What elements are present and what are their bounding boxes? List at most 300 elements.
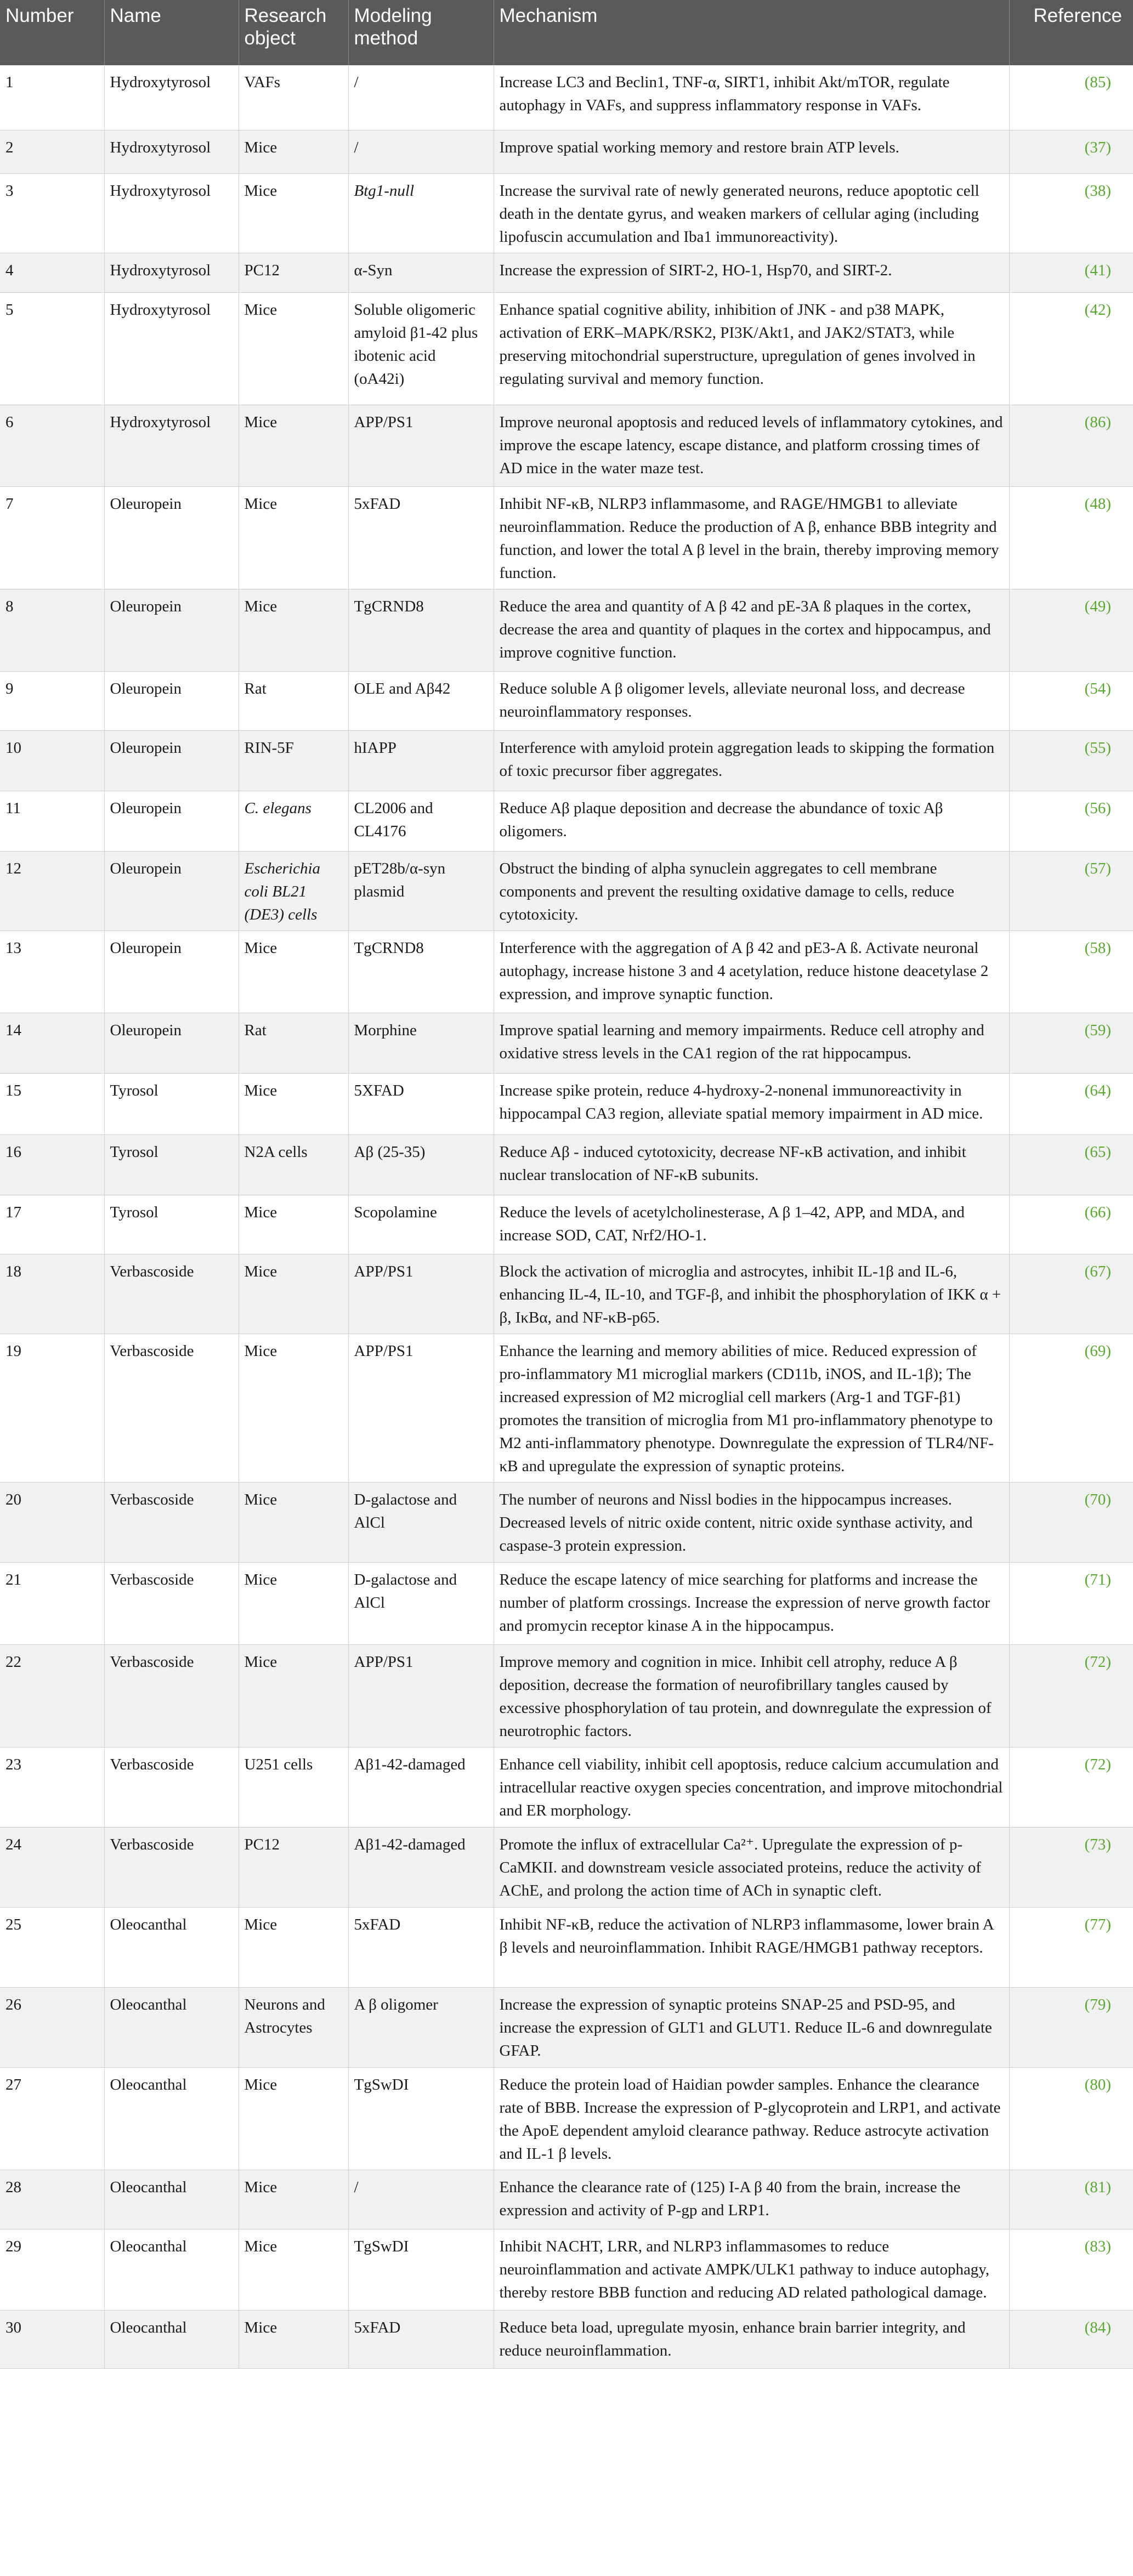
cell-number: 21	[0, 1562, 104, 1644]
reference-link[interactable]: 56	[1090, 799, 1106, 817]
cell-reference	[1009, 1334, 1133, 1482]
reference-paren: )	[1106, 413, 1111, 431]
cell-name: Oleuropein	[104, 791, 239, 851]
cell-reference	[1009, 1195, 1133, 1254]
reference-paren: (	[1084, 1755, 1090, 1773]
cell-name: Verbascoside	[104, 1482, 239, 1562]
cell-number: 13	[0, 930, 104, 1013]
reference-paren: (	[1084, 181, 1090, 200]
cell-reference	[1009, 1644, 1133, 1747]
reference-paren: )	[1106, 799, 1111, 817]
cell-reference	[1009, 930, 1133, 1013]
cell-name: Tyrosol	[104, 1134, 239, 1195]
reference-paren: (	[1084, 739, 1090, 757]
cell-mechanism: Reduce Aβ plaque deposition and decrease the abundance of toxic Aβ oligomers.	[494, 791, 1009, 851]
cell-mechanism: Increase the expression of synaptic proteins SNAP-25 and PSD-95, and increase the expression of GLT1 and GLUT1. Reduce IL-6 and downregulate GFAP.	[494, 1987, 1009, 2067]
table-row	[0, 2310, 1133, 2368]
reference-paren: (	[1084, 2075, 1090, 2093]
reference-link[interactable]: 85	[1090, 73, 1106, 91]
cell-modeling-method: TgCRND8	[348, 589, 494, 671]
table-body	[0, 65, 1133, 2368]
cell-mechanism: Improve spatial learning and memory impairments. Reduce cell atrophy and oxidative stress levels in the CA1 region of the rat hippocampus.	[494, 1013, 1009, 1073]
reference-paren: )	[1106, 1203, 1111, 1221]
reference-paren: )	[1106, 300, 1111, 319]
cell-research-object: Mice	[239, 1254, 348, 1334]
reference-paren: )	[1106, 1755, 1111, 1773]
reference-paren: (	[1084, 73, 1090, 91]
reference-paren: )	[1106, 181, 1111, 200]
cell-modeling-method: APP/PS1	[348, 1254, 494, 1334]
cell-research-object: Rat	[239, 1013, 348, 1073]
cell-number: 3	[0, 173, 104, 253]
reference-link[interactable]: 49	[1090, 597, 1106, 615]
reference-paren: (	[1084, 1995, 1090, 2013]
cell-reference	[1009, 1254, 1133, 1334]
cell-reference	[1009, 486, 1133, 589]
cell-name: Oleuropein	[104, 486, 239, 589]
cell-modeling-method: α-Syn	[348, 253, 494, 292]
cell-mechanism: Obstruct the binding of alpha synuclein aggregates to cell membrane components and prevent the resulting oxidative damage to cells, reduce cytotoxicity.	[494, 851, 1009, 930]
cell-name: Oleuropein	[104, 930, 239, 1013]
reference-paren: (	[1084, 261, 1090, 279]
cell-modeling-method: TgCRND8	[348, 930, 494, 1013]
cell-research-object: Mice	[239, 1334, 348, 1482]
cell-number: 16	[0, 1134, 104, 1195]
cell-modeling-method: Scopolamine	[348, 1195, 494, 1254]
col-header-number: Number	[0, 0, 104, 65]
table-row	[0, 292, 1133, 405]
cell-number: 14	[0, 1013, 104, 1073]
reference-paren: (	[1084, 300, 1090, 319]
cell-mechanism: Interference with amyloid protein aggregation leads to skipping the formation of toxic precursor fiber aggregates.	[494, 730, 1009, 791]
reference-paren: (	[1084, 1143, 1090, 1161]
cell-name: Hydroxytyrosol	[104, 173, 239, 253]
reference-link[interactable]: 86	[1090, 413, 1106, 431]
cell-research-object: PC12	[239, 1827, 348, 1907]
cell-reference	[1009, 1987, 1133, 2067]
cell-mechanism: Enhance spatial cognitive ability, inhibition of JNK - and p38 MAPK, activation of ERK–MAPK/RSK2, PI3K/Akt1, and JAK2/STAT3, while preserving mitochondrial superstructure, upregulation of genes involved in regulating survival and memory function.	[494, 292, 1009, 405]
table-row	[0, 1644, 1133, 1747]
table-row	[0, 1334, 1133, 1482]
cell-mechanism: Increase spike protein, reduce 4-hydroxy-2-nonenal immunoreactivity in hippocampal CA3 region, alleviate spatial memory impairment in AD mice.	[494, 1073, 1009, 1134]
cell-reference	[1009, 791, 1133, 851]
reference-paren: )	[1106, 1262, 1111, 1280]
cell-number: 22	[0, 1644, 104, 1747]
table-row	[0, 65, 1133, 130]
cell-research-object: C. elegans	[239, 791, 348, 851]
cell-modeling-method: Aβ1-42-damaged	[348, 1827, 494, 1907]
cell-mechanism: The number of neurons and Nissl bodies in the hippocampus increases. Decreased levels of nitric oxide content, nitric oxide synthase activity, and caspase-3 protein expression.	[494, 1482, 1009, 1562]
reference-paren: )	[1106, 1995, 1111, 2013]
header-row	[0, 0, 1133, 65]
reference-paren: (	[1084, 1835, 1090, 1853]
cell-mechanism: Improve spatial working memory and restore brain ATP levels.	[494, 130, 1009, 173]
reference-paren: )	[1106, 859, 1111, 877]
cell-number: 5	[0, 292, 104, 405]
reference-paren: (	[1084, 1081, 1090, 1099]
cell-modeling-method: Morphine	[348, 1013, 494, 1073]
cell-research-object: PC12	[239, 253, 348, 292]
reference-link[interactable]: 72	[1090, 1653, 1106, 1671]
reference-link[interactable]: 72	[1090, 1755, 1106, 1773]
cell-research-object: Mice	[239, 1644, 348, 1747]
cell-mechanism: Inhibit NF-κB, NLRP3 inflammasome, and RAGE/HMGB1 to alleviate neuroinflammation. Reduce the production of A β, enhance BBB integrity and function, and lower the total A β level in the brain, thereby improving memory function.	[494, 486, 1009, 589]
cell-name: Hydroxytyrosol	[104, 405, 239, 486]
cell-mechanism: Reduce the protein load of Haidian powder samples. Enhance the clearance rate of BBB. Increase the expression of P-glycoprotein and LRP1, and activate the ApoE dependent amyloid clearance pathway. Reduce astrocyte activation and IL-1 β levels.	[494, 2067, 1009, 2170]
cell-reference	[1009, 292, 1133, 405]
cell-modeling-method: APP/PS1	[348, 1644, 494, 1747]
reference-link[interactable]: 71	[1090, 1570, 1106, 1588]
cell-research-object: Neurons and Astrocytes	[239, 1987, 348, 2067]
cell-name: Hydroxytyrosol	[104, 292, 239, 405]
cell-reference	[1009, 1482, 1133, 1562]
cell-modeling-method: A β oligomer	[348, 1987, 494, 2067]
cell-reference	[1009, 130, 1133, 173]
cell-mechanism: Reduce beta load, upregulate myosin, enhance brain barrier integrity, and reduce neuroinflammation.	[494, 2310, 1009, 2368]
cell-research-object: Mice	[239, 173, 348, 253]
table-row	[0, 1987, 1133, 2067]
reference-paren: )	[1106, 261, 1111, 279]
reference-paren: )	[1106, 1081, 1111, 1099]
cell-reference	[1009, 1073, 1133, 1134]
reference-paren: (	[1084, 859, 1090, 877]
cell-name: Verbascoside	[104, 1334, 239, 1482]
cell-modeling-method: 5xFAD	[348, 1907, 494, 1987]
cell-name: Oleocanthal	[104, 2229, 239, 2310]
cell-name: Tyrosol	[104, 1195, 239, 1254]
cell-reference	[1009, 2170, 1133, 2229]
cell-number: 8	[0, 589, 104, 671]
cell-number: 1	[0, 65, 104, 130]
cell-number: 19	[0, 1334, 104, 1482]
reference-paren: )	[1106, 73, 1111, 91]
cell-number: 28	[0, 2170, 104, 2229]
table-row	[0, 1907, 1133, 1987]
cell-mechanism: Reduce Aβ - induced cytotoxicity, decrease NF-κB activation, and inhibit nuclear translocation of NF-κB subunits.	[494, 1134, 1009, 1195]
reference-paren: (	[1084, 939, 1090, 957]
reference-link[interactable]: 84	[1090, 2318, 1106, 2336]
reference-paren: (	[1084, 1203, 1090, 1221]
reference-link[interactable]: 77	[1090, 1915, 1106, 1933]
reference-link[interactable]: 59	[1090, 1021, 1106, 1039]
cell-name: Verbascoside	[104, 1644, 239, 1747]
cell-research-object: Mice	[239, 1195, 348, 1254]
cell-mechanism: Enhance cell viability, inhibit cell apoptosis, reduce calcium accumulation and intracellular reactive oxygen species concentration, and improve mitochondrial and ER morphology.	[494, 1747, 1009, 1827]
reference-link[interactable]: 64	[1090, 1081, 1106, 1099]
cell-modeling-method: hIAPP	[348, 730, 494, 791]
cell-mechanism: Reduce soluble A β oligomer levels, alleviate neuronal loss, and decrease neuroinflammatory responses.	[494, 671, 1009, 730]
cell-number: 17	[0, 1195, 104, 1254]
reference-link[interactable]: 37	[1090, 138, 1106, 156]
cell-research-object: Mice	[239, 130, 348, 173]
reference-paren: )	[1106, 739, 1111, 757]
reference-link[interactable]: 65	[1090, 1143, 1106, 1161]
reference-paren: )	[1106, 1570, 1111, 1588]
col-header-reference: Reference	[1033, 5, 1122, 26]
cell-reference	[1009, 65, 1133, 130]
reference-paren: (	[1084, 1490, 1090, 1508]
cell-modeling-method: pET28b/α-syn plasmid	[348, 851, 494, 930]
table-row	[0, 405, 1133, 486]
cell-modeling-method: D-galactose and AlCl	[348, 1482, 494, 1562]
cell-mechanism: Enhance the learning and memory abilities of mice. Reduced expression of pro-inflammatory M1 microglial markers (CD11b, iNOS, and IL-1β); The increased expression of M2 microglial cell markers (Arg-1 and TGF-β1) promotes the transition of microglia from M1 pro-inflammatory phenotype to M2 anti-inflammatory phenotype. Downregulate the expression of TLR4/NF-κB and upregulate the expression of synaptic proteins.	[494, 1334, 1009, 1482]
cell-mechanism: Increase the survival rate of newly generated neurons, reduce apoptotic cell death in the dentate gyrus, and weaken markers of cellular aging (including lipofuscin accumulation and Iba1 immunoreactivity).	[494, 173, 1009, 253]
col-header-mechanism: Mechanism	[494, 0, 1009, 65]
reference-link[interactable]: 38	[1090, 181, 1106, 200]
reference-paren: (	[1084, 138, 1090, 156]
cell-number: 27	[0, 2067, 104, 2170]
cell-reference	[1009, 1562, 1133, 1644]
cell-reference	[1009, 1907, 1133, 1987]
reference-link[interactable]: 70	[1090, 1490, 1106, 1508]
cell-modeling-method: APP/PS1	[348, 1334, 494, 1482]
reference-link[interactable]: 58	[1090, 939, 1106, 957]
reference-paren: )	[1106, 1490, 1111, 1508]
cell-modeling-method: 5xFAD	[348, 486, 494, 589]
cell-reference	[1009, 405, 1133, 486]
reference-paren: (	[1084, 1653, 1090, 1671]
reference-link[interactable]: 66	[1090, 1203, 1106, 1221]
cell-number: 24	[0, 1827, 104, 1907]
cell-modeling-method: D-galactose and AlCl	[348, 1562, 494, 1644]
col-header-research-object: Research object	[239, 0, 348, 65]
cell-modeling-method: TgSwDI	[348, 2229, 494, 2310]
table-row	[0, 791, 1133, 851]
reference-paren: (	[1084, 2178, 1090, 2196]
cell-number: 7	[0, 486, 104, 589]
cell-name: Oleocanthal	[104, 2170, 239, 2229]
reference-link[interactable]: 79	[1090, 1995, 1106, 2013]
cell-research-object: VAFs	[239, 65, 348, 130]
cell-research-object: Escherichia coli BL21 (DE3) cells	[239, 851, 348, 930]
reference-link[interactable]: 54	[1090, 679, 1106, 697]
cell-modeling-method: Aβ1-42-damaged	[348, 1747, 494, 1827]
reference-paren: )	[1106, 2075, 1111, 2093]
reference-paren: (	[1084, 597, 1090, 615]
cell-number: 26	[0, 1987, 104, 2067]
cell-modeling-method: CL2006 and CL4176	[348, 791, 494, 851]
reference-link[interactable]: 48	[1090, 495, 1106, 513]
cell-mechanism: Reduce the escape latency of mice searching for platforms and increase the number of platform crossings. Increase the expression of nerve growth factor and promycin receptor kinase A in the hippocampus.	[494, 1562, 1009, 1644]
cell-modeling-method: /	[348, 130, 494, 173]
reference-paren: (	[1084, 413, 1090, 431]
cell-research-object: Mice	[239, 1907, 348, 1987]
cell-name: Oleuropein	[104, 589, 239, 671]
cell-number: 25	[0, 1907, 104, 1987]
reference-link[interactable]: 67	[1090, 1262, 1106, 1280]
cell-research-object: U251 cells	[239, 1747, 348, 1827]
reference-link[interactable]: 83	[1090, 2237, 1106, 2255]
table-row	[0, 1562, 1133, 1644]
cell-research-object: Mice	[239, 1073, 348, 1134]
cell-research-object: Mice	[239, 2229, 348, 2310]
reference-link[interactable]: 80	[1090, 2075, 1106, 2093]
cell-name: Oleocanthal	[104, 1987, 239, 2067]
table-row	[0, 130, 1133, 173]
cell-research-object: Mice	[239, 405, 348, 486]
cell-reference	[1009, 671, 1133, 730]
reference-link[interactable]: 73	[1090, 1835, 1106, 1853]
cell-research-object: Mice	[239, 2310, 348, 2368]
reference-paren: )	[1106, 1915, 1111, 1933]
reference-paren: (	[1084, 799, 1090, 817]
cell-modeling-method: OLE and Aβ42	[348, 671, 494, 730]
reference-paren: )	[1106, 1342, 1111, 1360]
reference-paren: )	[1106, 138, 1111, 156]
reference-link[interactable]: 41	[1090, 261, 1106, 279]
cell-modeling-method: Soluble oligomeric amyloid β1-42 plus ibotenic acid (oA42i)	[348, 292, 494, 405]
table-row	[0, 253, 1133, 292]
cell-mechanism: Enhance the clearance rate of (125) I-A β 40 from the brain, increase the expression and activity of P-gp and LRP1.	[494, 2170, 1009, 2229]
cell-name: Verbascoside	[104, 1827, 239, 1907]
cell-name: Oleocanthal	[104, 2310, 239, 2368]
reference-paren: (	[1084, 679, 1090, 697]
cell-name: Oleuropein	[104, 851, 239, 930]
cell-research-object: Mice	[239, 2170, 348, 2229]
cell-mechanism: Promote the influx of extracellular Ca²⁺. Upregulate the expression of p-CaMKII. and downstream vesicle associated proteins, reduce the activity of AChE, and prolong the action time of ACh in synaptic cleft.	[494, 1827, 1009, 1907]
cell-mechanism: Increase the expression of SIRT-2, HO-1, Hsp70, and SIRT-2.	[494, 253, 1009, 292]
reference-link[interactable]: 57	[1090, 859, 1106, 877]
cell-research-object: Mice	[239, 292, 348, 405]
cell-number: 10	[0, 730, 104, 791]
cell-research-object: Mice	[239, 1562, 348, 1644]
cell-mechanism: Inhibit NACHT, LRR, and NLRP3 inflammasomes to reduce neuroinflammation and activate AMPK/ULK1 pathway to induce autophagy, thereby restore BBB function and reducing AD related pathological damage.	[494, 2229, 1009, 2310]
reference-paren: )	[1106, 939, 1111, 957]
reference-paren: (	[1084, 1570, 1090, 1588]
cell-research-object: N2A cells	[239, 1134, 348, 1195]
cell-number: 6	[0, 405, 104, 486]
cell-reference	[1009, 1747, 1133, 1827]
table-row	[0, 1482, 1133, 1562]
table-row	[0, 1073, 1133, 1134]
cell-research-object: Mice	[239, 486, 348, 589]
table-row	[0, 1747, 1133, 1827]
table-row	[0, 2067, 1133, 2170]
cell-number: 20	[0, 1482, 104, 1562]
cell-mechanism: Reduce the area and quantity of A β 42 and pE-3A ß plaques in the cortex, decrease the area and quantity of plaques in the cortex and hippocampus, and improve cognitive function.	[494, 589, 1009, 671]
cell-name: Oleuropein	[104, 1013, 239, 1073]
cell-mechanism: Increase LC3 and Beclin1, TNF-α, SIRT1, inhibit Akt/mTOR, regulate autophagy in VAFs, and suppress inflammatory response in VAFs.	[494, 65, 1009, 130]
cell-number: 15	[0, 1073, 104, 1134]
reference-paren: )	[1106, 1835, 1111, 1853]
cell-mechanism: Improve neuronal apoptosis and reduced levels of inflammatory cytokines, and improve the escape latency, escape distance, and platform crossing times of AD mice in the water maze test.	[494, 405, 1009, 486]
cell-number: 18	[0, 1254, 104, 1334]
reference-paren: (	[1084, 1262, 1090, 1280]
cell-name: Verbascoside	[104, 1747, 239, 1827]
col-header-modeling-method: Modeling method	[348, 0, 494, 65]
cell-name: Verbascoside	[104, 1562, 239, 1644]
table-row	[0, 851, 1133, 930]
reference-paren: )	[1106, 1021, 1111, 1039]
cell-research-object: Mice	[239, 930, 348, 1013]
col-header-name: Name	[104, 0, 239, 65]
cell-modeling-method: 5XFAD	[348, 1073, 494, 1134]
cell-number: 11	[0, 791, 104, 851]
cell-mechanism: Inhibit NF-κB, reduce the activation of NLRP3 inflammasome, lower brain A β levels and neuroinflammation. Inhibit RAGE/HMGB1 pathway receptors.	[494, 1907, 1009, 1987]
cell-modeling-method: /	[348, 65, 494, 130]
cell-mechanism: Improve memory and cognition in mice. Inhibit cell atrophy, reduce A β deposition, decrease the formation of neurofibrillary tangles caused by excessive phosphorylation of tau protein, and downregulate the expression of neurotrophic factors.	[494, 1644, 1009, 1747]
cell-modeling-method: Aβ (25-35)	[348, 1134, 494, 1195]
cell-research-object: RIN-5F	[239, 730, 348, 791]
cell-reference	[1009, 851, 1133, 930]
cell-research-object: Mice	[239, 589, 348, 671]
cell-reference	[1009, 173, 1133, 253]
table-row	[0, 2170, 1133, 2229]
cell-reference	[1009, 2310, 1133, 2368]
reference-link[interactable]: 81	[1090, 2178, 1106, 2196]
table-row	[0, 930, 1133, 1013]
table-row	[0, 730, 1133, 791]
cell-mechanism: Reduce the levels of acetylcholinesterase, A β 1–42, APP, and MDA, and increase SOD, CAT, Nrf2/HO-1.	[494, 1195, 1009, 1254]
cell-reference	[1009, 730, 1133, 791]
cell-reference	[1009, 1013, 1133, 1073]
cell-mechanism: Interference with the aggregation of A β 42 and pE3-A ß. Activate neuronal autophagy, increase histone 3 and 4 acetylation, reduce histone deacetylase 2 expression, and improve synaptic function.	[494, 930, 1009, 1013]
cell-modeling-method: /	[348, 2170, 494, 2229]
reference-link[interactable]: 55	[1090, 739, 1106, 757]
cell-modeling-method: APP/PS1	[348, 405, 494, 486]
table-header	[0, 0, 1133, 65]
reference-paren: (	[1084, 1342, 1090, 1360]
cell-number: 23	[0, 1747, 104, 1827]
table-row	[0, 1013, 1133, 1073]
reference-paren: )	[1106, 1653, 1111, 1671]
reference-paren: )	[1106, 2178, 1111, 2196]
cell-number: 30	[0, 2310, 104, 2368]
reference-paren: (	[1084, 2318, 1090, 2336]
cell-number: 4	[0, 253, 104, 292]
cell-name: Hydroxytyrosol	[104, 65, 239, 130]
table-row	[0, 1195, 1133, 1254]
reference-paren: )	[1106, 1143, 1111, 1161]
table-row	[0, 2229, 1133, 2310]
reference-paren: (	[1084, 495, 1090, 513]
cell-number: 12	[0, 851, 104, 930]
cell-reference	[1009, 253, 1133, 292]
cell-modeling-method: Btg1-null	[348, 173, 494, 253]
reference-paren: (	[1084, 1021, 1090, 1039]
reference-paren: )	[1106, 2237, 1111, 2255]
reference-paren: (	[1084, 1915, 1090, 1933]
reference-paren: )	[1106, 495, 1111, 513]
reference-paren: )	[1106, 2318, 1111, 2336]
cell-name: Hydroxytyrosol	[104, 130, 239, 173]
cell-research-object: Rat	[239, 671, 348, 730]
cell-number: 9	[0, 671, 104, 730]
table-row	[0, 486, 1133, 589]
cell-name: Hydroxytyrosol	[104, 253, 239, 292]
cell-research-object: Mice	[239, 2067, 348, 2170]
cell-reference	[1009, 1827, 1133, 1907]
reference-paren: (	[1084, 2237, 1090, 2255]
cell-name: Tyrosol	[104, 1073, 239, 1134]
cell-name: Oleocanthal	[104, 2067, 239, 2170]
reference-link[interactable]: 69	[1090, 1342, 1106, 1360]
table-row	[0, 173, 1133, 253]
cell-reference	[1009, 2067, 1133, 2170]
cell-name: Verbascoside	[104, 1254, 239, 1334]
reference-paren: )	[1106, 679, 1111, 697]
table-row	[0, 671, 1133, 730]
reference-link[interactable]: 42	[1090, 300, 1106, 319]
cell-modeling-method: TgSwDI	[348, 2067, 494, 2170]
cell-number: 29	[0, 2229, 104, 2310]
reference-paren: )	[1106, 597, 1111, 615]
cell-reference	[1009, 589, 1133, 671]
table-row	[0, 589, 1133, 671]
cell-mechanism: Block the activation of microglia and astrocytes, inhibit IL-1β and IL-6, enhancing IL-4, IL-10, and TGF-β, and inhibit the phosphorylation of IKK α + β, IκBα, and NF-κB-p65.	[494, 1254, 1009, 1334]
cell-name: Oleuropein	[104, 671, 239, 730]
cell-reference	[1009, 2229, 1133, 2310]
